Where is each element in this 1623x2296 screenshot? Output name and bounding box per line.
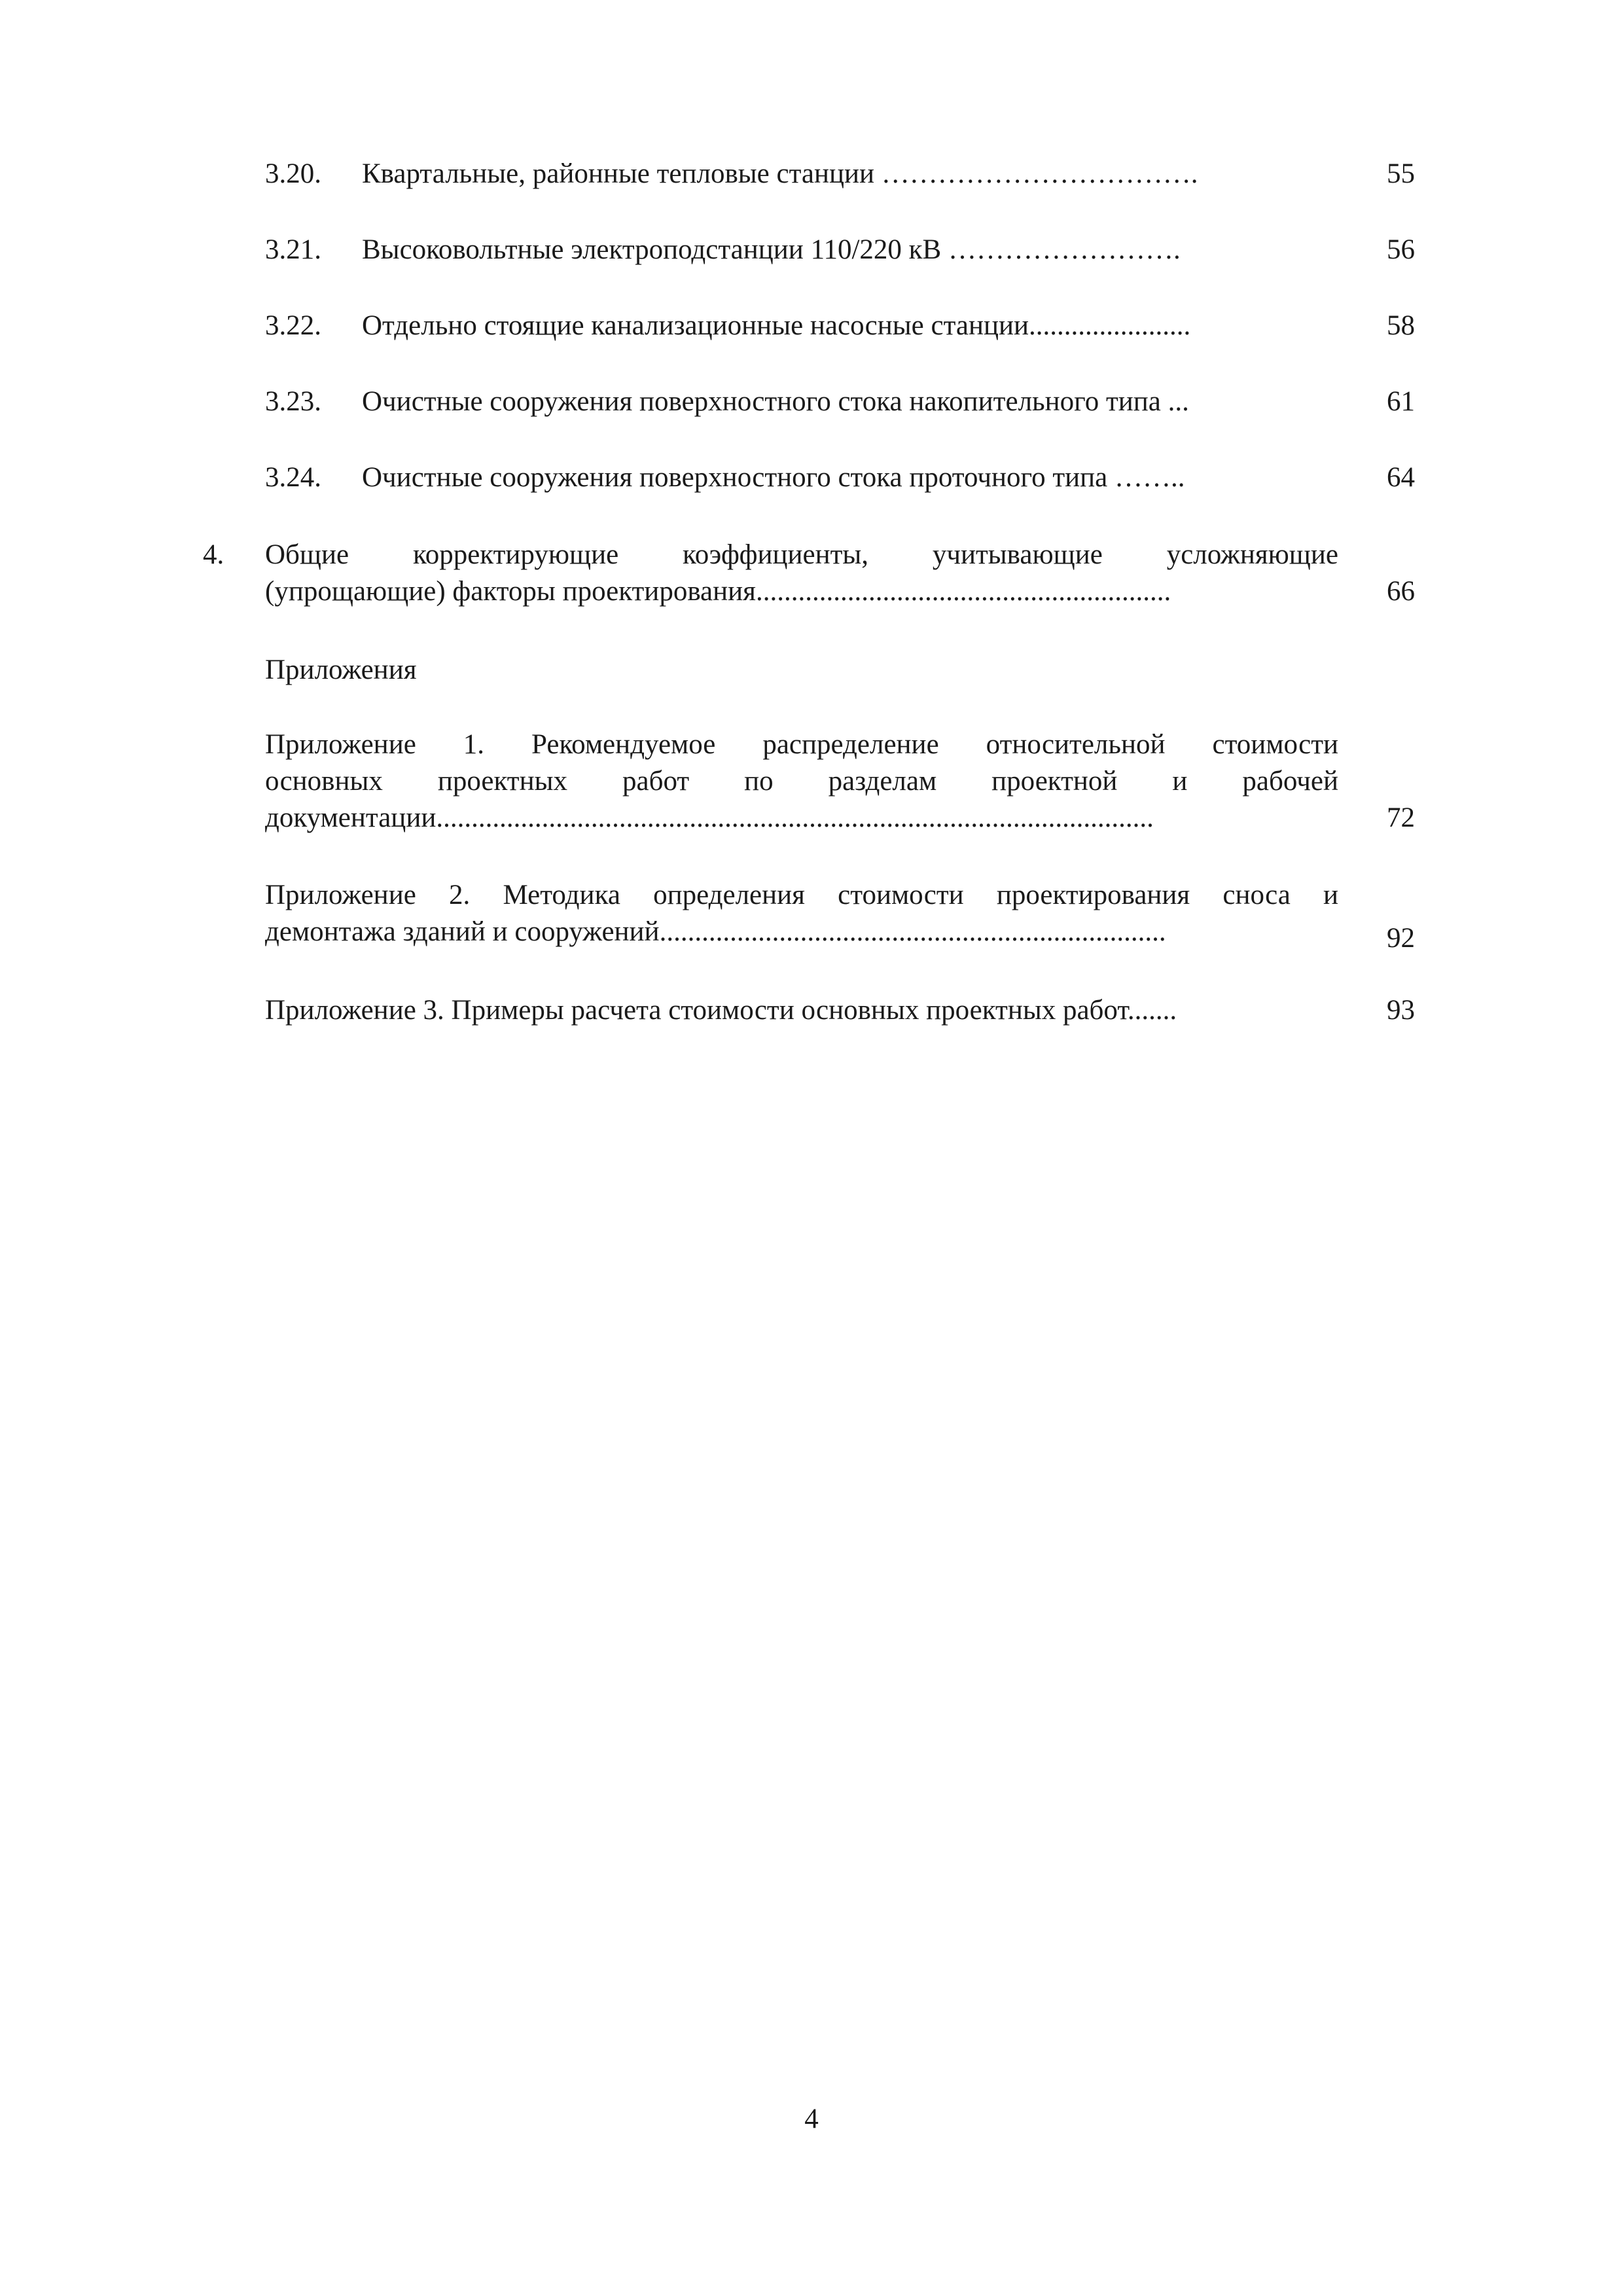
toc-entry-number: 3.20. bbox=[265, 158, 321, 189]
toc-entry-number: 4. bbox=[203, 539, 224, 570]
toc-entry-title-line: (упрощающие) факторы проектирования........................................................... bbox=[265, 576, 1171, 607]
toc-appendix-page: 92 bbox=[1387, 923, 1415, 954]
toc-entry-title-line: Высоковольтные электроподстанции 110/220 кВ ……………………. bbox=[362, 234, 1181, 265]
toc-appendix-title bbox=[265, 877, 1338, 950]
toc-appendix-title-line: Приложение 3. Примеры расчета стоимости основных проектных работ....... bbox=[265, 995, 1177, 1026]
page-number: 4 bbox=[804, 2104, 819, 2134]
toc-entry-page: 55 bbox=[1387, 158, 1415, 189]
toc-entry-title bbox=[265, 537, 1338, 610]
toc-appendix-title-line: документации...................................................................................................... bbox=[265, 802, 1154, 833]
toc-entry-title-line: Очистные сооружения поверхностного стока проточного типа …….. bbox=[362, 462, 1185, 493]
toc-entry-number: 3.24. bbox=[265, 462, 321, 493]
toc-entry-page: 66 bbox=[1387, 576, 1415, 607]
toc-appendix-page: 93 bbox=[1387, 995, 1415, 1026]
toc-entry-title-line: Квартальные, районные тепловые станции ……………………………. bbox=[362, 158, 1198, 189]
toc-appendix-title-line: Приложение 1. Рекомендуемое распределение относительной стоимости bbox=[265, 729, 1338, 760]
toc-entry-title-line: Очистные сооружения поверхностного стока накопительного типа ... bbox=[362, 386, 1189, 417]
toc-entry-title bbox=[362, 459, 1337, 496]
toc-entry-page: 56 bbox=[1387, 234, 1415, 265]
toc-entry-title bbox=[362, 384, 1337, 420]
toc-entry-page: 64 bbox=[1387, 462, 1415, 493]
toc-entry-title-line: Отдельно стоящие канализационные насосные станции....................... bbox=[362, 310, 1191, 341]
toc-appendix-title-line: демонтажа зданий и сооружений........................................................................ bbox=[265, 916, 1166, 947]
toc-entry-title bbox=[362, 308, 1337, 344]
toc-appendix-title-line: Приложение 2. Методика определения стоимости проектирования сноса и bbox=[265, 880, 1338, 910]
toc-appendix-page: 72 bbox=[1387, 802, 1415, 833]
toc-entry-page: 61 bbox=[1387, 386, 1415, 417]
toc-entry-number: 3.23. bbox=[265, 386, 321, 417]
appendices-heading: Приложения bbox=[265, 655, 417, 685]
toc-entry-number: 3.21. bbox=[265, 234, 321, 265]
toc-entry-title-line: Общие корректирующие коэффициенты, учитывающие усложняющие bbox=[265, 539, 1338, 570]
toc-appendix-title bbox=[265, 992, 1338, 1029]
toc-appendix-title-line: основных проектных работ по разделам проектной и рабочей bbox=[265, 766, 1338, 797]
toc-appendix-title bbox=[265, 726, 1338, 836]
toc-entry-number: 3.22. bbox=[265, 310, 321, 341]
toc-entry-title bbox=[362, 156, 1337, 192]
toc-entry-title bbox=[362, 232, 1337, 268]
toc-entry-page: 58 bbox=[1387, 310, 1415, 341]
